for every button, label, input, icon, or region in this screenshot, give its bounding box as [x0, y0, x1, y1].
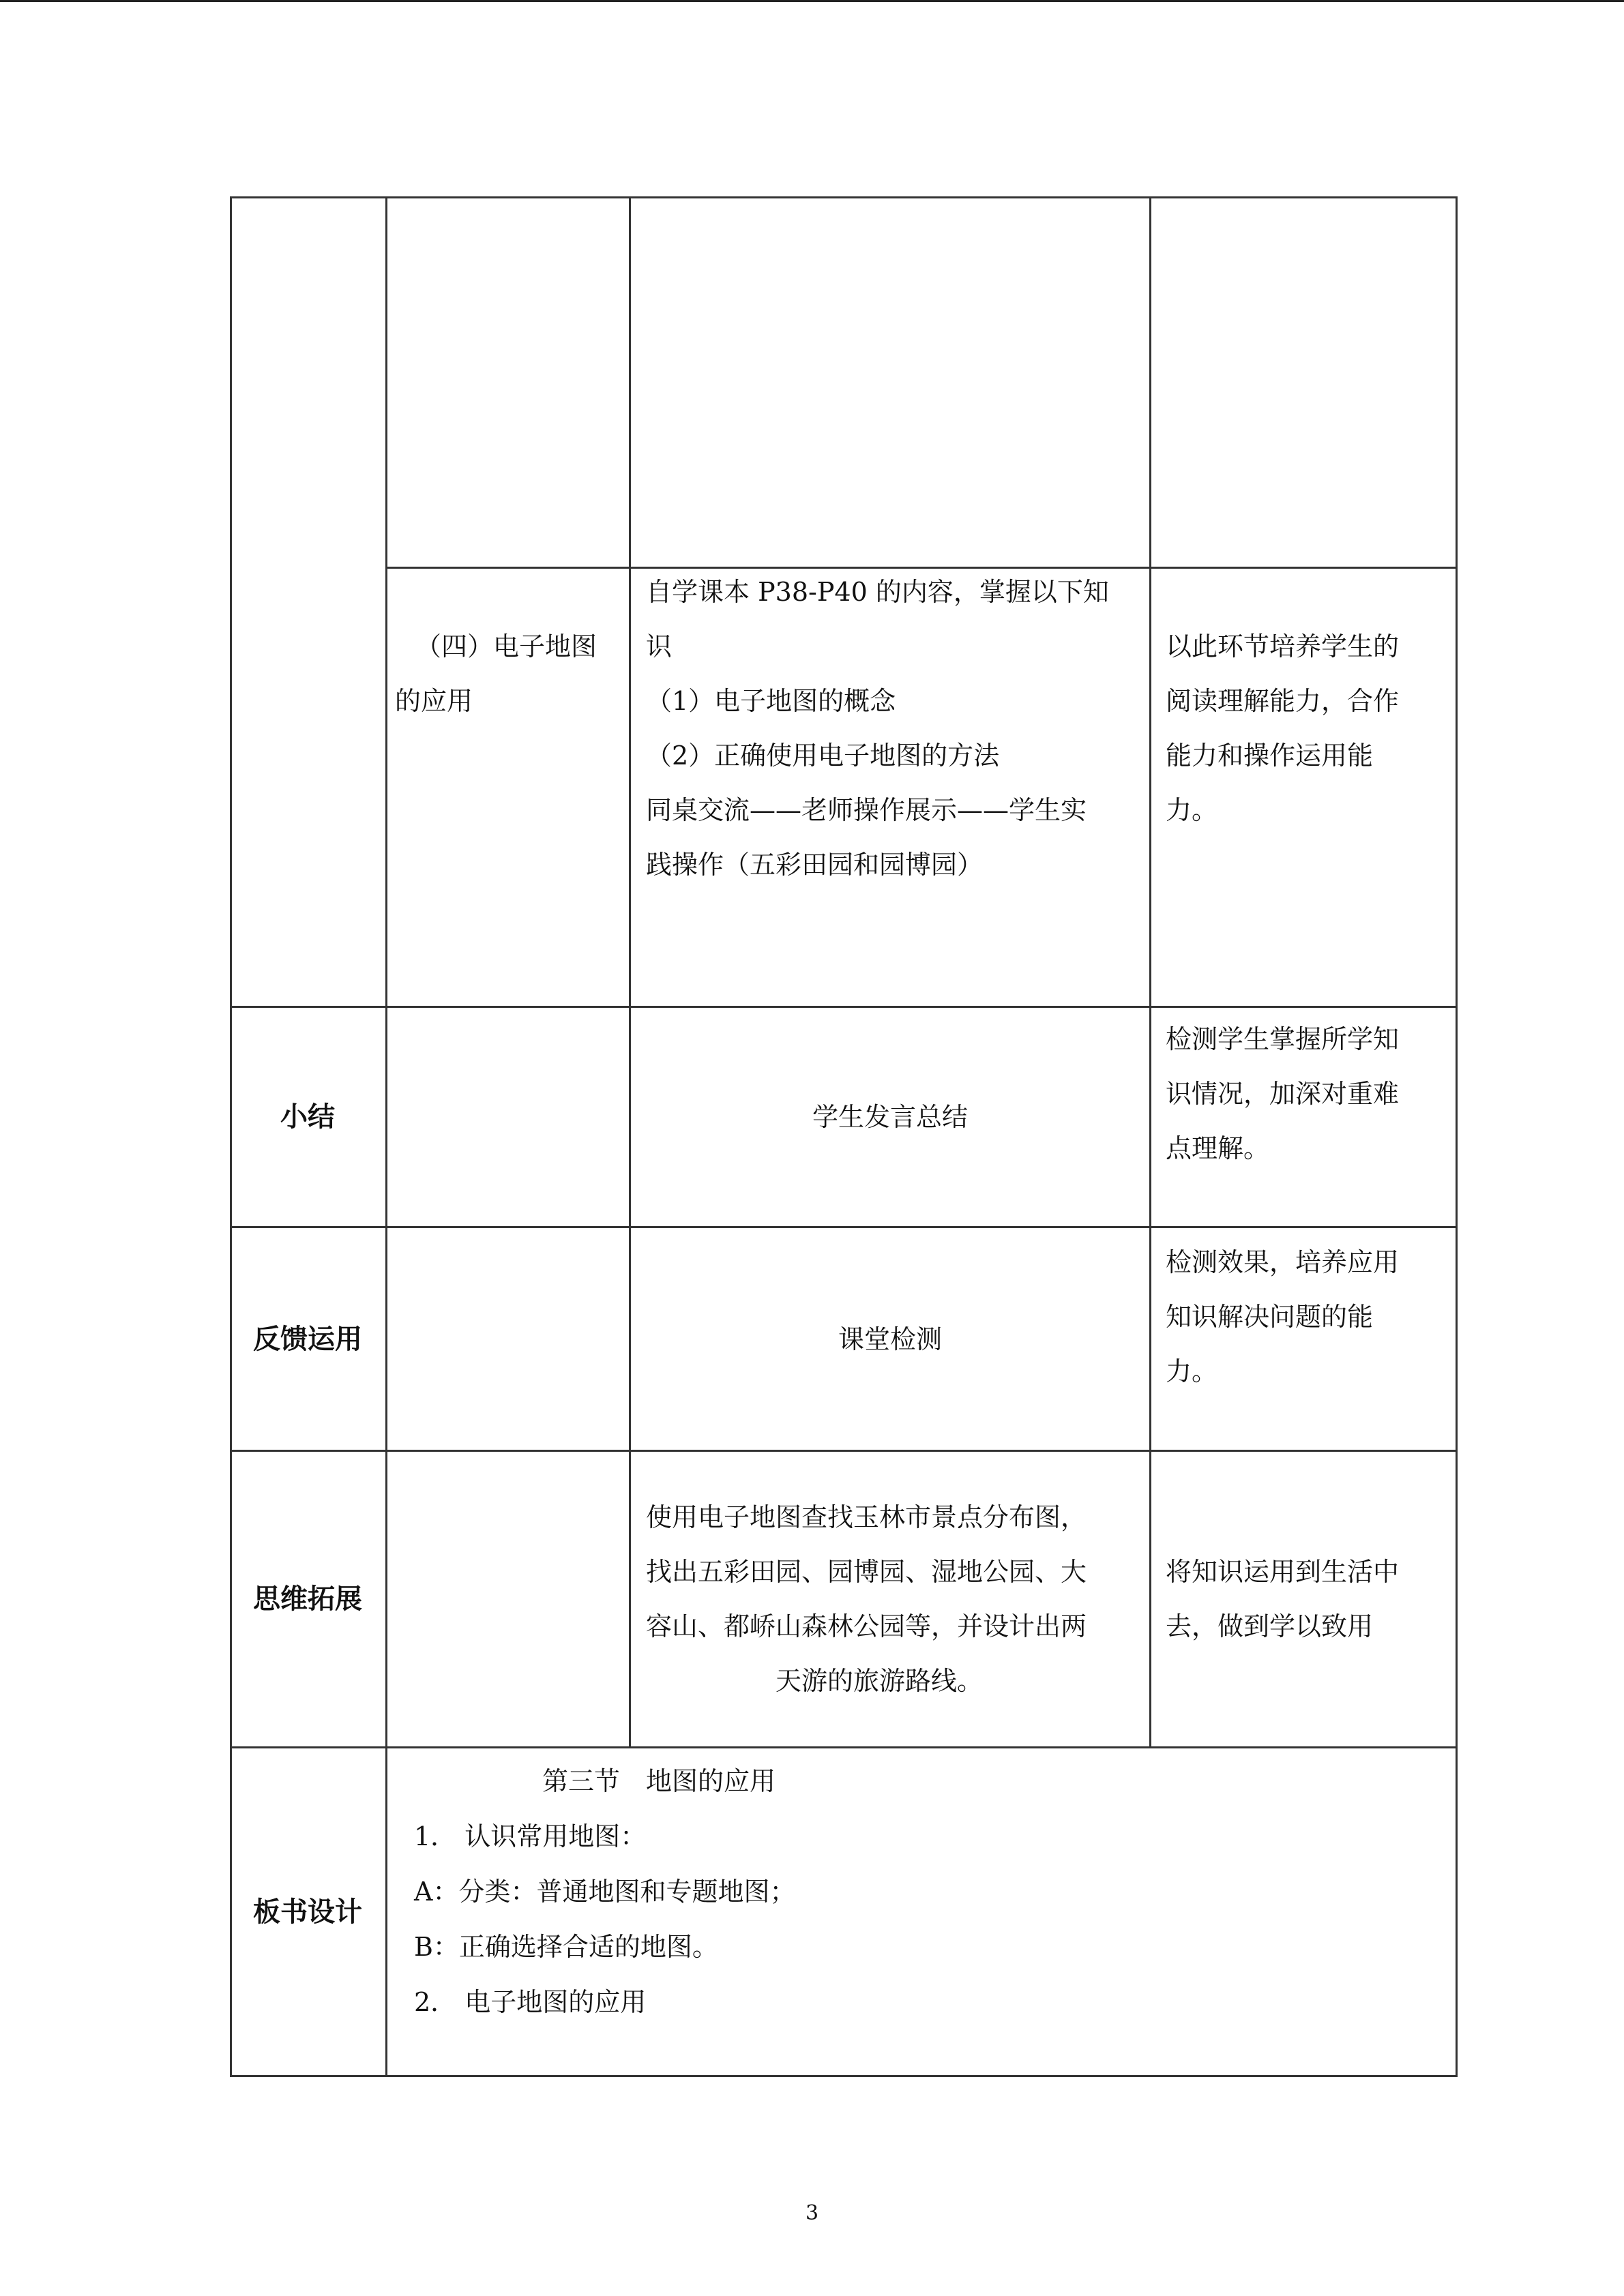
summary-label	[230, 1008, 385, 1226]
board-line: B：正确选择合适的地图。	[414, 1932, 718, 1962]
intent-text: 点理解。	[1166, 1133, 1270, 1163]
page-top-border	[0, 0, 1624, 2]
activity-text: （1）电子地图的概念	[646, 686, 896, 716]
step-text: （四）电子地图	[415, 631, 597, 661]
activity-text: （2）正确使用电子地图的方法	[646, 741, 1000, 771]
activity-text: 找出五彩田园、园博园、湿地公园、大	[646, 1557, 1087, 1587]
activity-text: 使用电子地图查找玉林市景点分布图，	[646, 1502, 1087, 1532]
board-design	[414, 1754, 1437, 2030]
summary-label-text: 小结	[280, 1101, 335, 1133]
summary-activity-text: 学生发言总结	[812, 1102, 968, 1132]
intent-text: 能力和操作运用能	[1166, 741, 1374, 771]
page-number: 3	[805, 2201, 819, 2225]
extension-label-text: 思维拓展	[253, 1583, 362, 1615]
board-label-text: 板书设计	[253, 1896, 362, 1928]
column-divider	[1149, 196, 1151, 1748]
board-line: 1． 认识常用地图：	[414, 1821, 647, 1851]
summary-intent	[1166, 1012, 1452, 1176]
row-divider	[230, 1746, 1458, 1748]
intent-text: 检测学生掌握所学知	[1166, 1024, 1400, 1054]
intent-text: 知识解决问题的能	[1166, 1302, 1374, 1332]
column-divider	[629, 196, 631, 1748]
intent-text: 阅读理解能力，合作	[1166, 686, 1400, 716]
intent-text: 去，做到学以致用	[1166, 1611, 1374, 1641]
intent-text: 以此环节培养学生的	[1166, 631, 1400, 661]
lesson-plan-table	[230, 196, 1458, 2077]
feedback-label	[230, 1228, 385, 1450]
intent-text: 力。	[1166, 1356, 1218, 1386]
activity-cell	[646, 565, 1147, 892]
feedback-activity-text: 课堂检测	[838, 1324, 942, 1354]
step-cell	[395, 619, 627, 728]
activity-text: 容山、都峤山森林公园等，并设计出两	[646, 1611, 1087, 1641]
activity-text: 自学课本 P38-P40 的内容，掌握以下知	[646, 577, 1109, 607]
row-divider	[230, 1450, 1458, 1452]
board-line: 2． 电子地图的应用	[414, 1987, 647, 2017]
extension-label	[230, 1452, 385, 1746]
table-border-top	[230, 196, 1458, 198]
feedback-intent	[1166, 1235, 1452, 1399]
table-border-right	[1456, 196, 1458, 2077]
board-label	[230, 1748, 385, 2075]
extension-activity	[646, 1490, 1147, 1708]
intent-text: 检测效果，培养应用	[1166, 1247, 1400, 1277]
activity-text: 践操作（五彩田园和园博园）	[646, 850, 984, 880]
extension-intent	[1166, 1545, 1452, 1654]
activity-text: 识	[646, 631, 673, 661]
feedback-label-text: 反馈运用	[253, 1323, 362, 1355]
intent-text: 力。	[1166, 795, 1218, 825]
table-border-bottom	[230, 2075, 1458, 2077]
feedback-activity	[631, 1228, 1149, 1450]
summary-activity	[631, 1008, 1149, 1226]
board-heading: 第三节 地图的应用	[542, 1766, 776, 1796]
intent-cell	[1166, 619, 1452, 837]
column-divider	[385, 196, 387, 2077]
activity-text: 同桌交流——老师操作展示——学生实	[646, 795, 1087, 825]
board-line: A：分类：普通地图和专题地图；	[414, 1877, 796, 1907]
step-text: 的应用	[395, 686, 473, 716]
intent-text: 识情况，加深对重难	[1166, 1079, 1400, 1109]
activity-text: 天游的旅游路线。	[776, 1666, 984, 1696]
intent-text: 将知识运用到生活中	[1166, 1557, 1400, 1587]
